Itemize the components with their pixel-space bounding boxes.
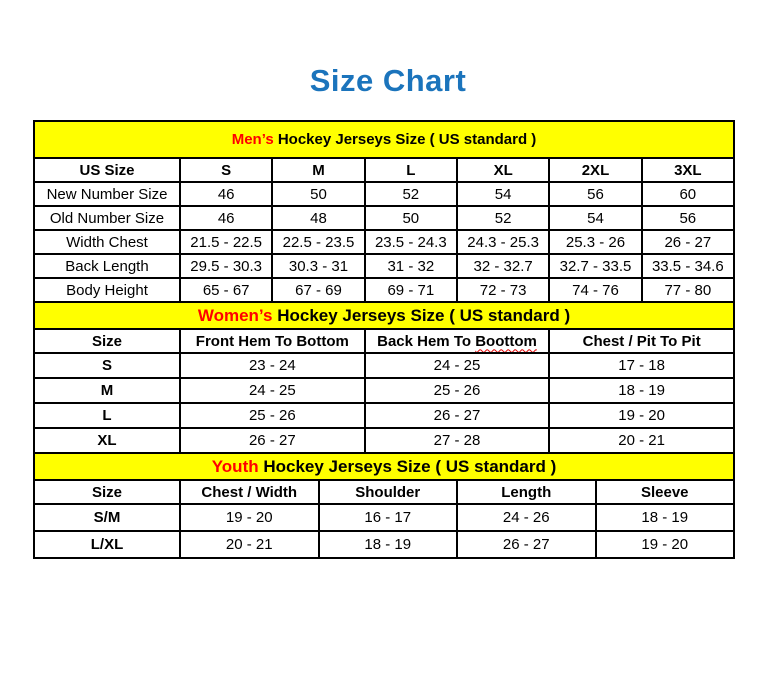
row-label: Old Number Size xyxy=(34,206,180,230)
table-cell: 74 - 76 xyxy=(549,278,641,302)
row-label: L xyxy=(34,403,180,428)
table-row-body-height xyxy=(34,278,734,302)
column-header-xl: XL xyxy=(457,158,549,182)
table-cell: 32.7 - 33.5 xyxy=(549,254,641,278)
table-cell: 25 - 26 xyxy=(180,403,365,428)
youth-title-rest: Hockey Jerseys Size ( US standard ) xyxy=(258,456,557,476)
table-cell: 31 - 32 xyxy=(365,254,457,278)
womens-column-header-row xyxy=(34,329,734,353)
table-row-women-l xyxy=(34,403,734,428)
table-cell: 19 - 20 xyxy=(180,504,319,531)
table-cell: 24.3 - 25.3 xyxy=(457,230,549,254)
table-cell: 69 - 71 xyxy=(365,278,457,302)
table-row-width-chest xyxy=(34,230,734,254)
womens-section-title xyxy=(34,302,734,329)
table-cell: 77 - 80 xyxy=(642,278,734,302)
column-header-shoulder: Shoulder xyxy=(319,480,458,504)
table-cell: 48 xyxy=(272,206,364,230)
table-cell: 30.3 - 31 xyxy=(272,254,364,278)
table-cell: 67 - 69 xyxy=(272,278,364,302)
row-label: New Number Size xyxy=(34,182,180,206)
table-row-youth-sm xyxy=(34,504,734,531)
row-label: S xyxy=(34,353,180,378)
table-cell: 17 - 18 xyxy=(549,353,734,378)
back-hem-label-misspelled: Boottom xyxy=(475,332,537,350)
table-cell: 16 - 17 xyxy=(319,504,458,531)
column-header-l: L xyxy=(365,158,457,182)
mens-band-row xyxy=(34,121,734,158)
table-cell: 19 - 20 xyxy=(549,403,734,428)
mens-size-table xyxy=(33,120,735,303)
womens-size-table xyxy=(33,301,735,454)
table-row-women-m xyxy=(34,378,734,403)
table-cell: 18 - 19 xyxy=(596,504,735,531)
column-header-s: S xyxy=(180,158,272,182)
mens-column-header-row xyxy=(34,158,734,182)
youth-size-table xyxy=(33,452,735,559)
table-cell: 72 - 73 xyxy=(457,278,549,302)
table-cell: 24 - 25 xyxy=(180,378,365,403)
table-cell: 27 - 28 xyxy=(365,428,550,453)
youth-title-highlight: Youth xyxy=(211,456,259,476)
table-cell: 54 xyxy=(549,206,641,230)
table-cell: 56 xyxy=(642,206,734,230)
table-cell: 26 - 27 xyxy=(180,428,365,453)
column-header-back-hem xyxy=(365,329,550,353)
table-cell: 23.5 - 24.3 xyxy=(365,230,457,254)
size-chart xyxy=(33,120,735,559)
table-cell: 21.5 - 22.5 xyxy=(180,230,272,254)
mens-title-rest: Hockey Jerseys Size ( US standard ) xyxy=(273,131,537,148)
column-header-m: M xyxy=(272,158,364,182)
row-label: M xyxy=(34,378,180,403)
table-cell: 60 xyxy=(642,182,734,206)
table-cell: 29.5 - 30.3 xyxy=(180,254,272,278)
table-cell: 26 - 27 xyxy=(457,531,596,558)
table-cell: 24 - 25 xyxy=(365,353,550,378)
back-hem-label-prefix: Back Hem To xyxy=(377,332,476,350)
table-cell: 24 - 26 xyxy=(457,504,596,531)
table-cell: 52 xyxy=(365,182,457,206)
table-row-back-length xyxy=(34,254,734,278)
table-row-old-number-size xyxy=(34,206,734,230)
column-header-chest-pit: Chest / Pit To Pit xyxy=(549,329,734,353)
row-label: Back Length xyxy=(34,254,180,278)
row-label: Body Height xyxy=(34,278,180,302)
mens-section-title xyxy=(34,121,734,158)
row-label: L/XL xyxy=(34,531,180,558)
table-cell: 50 xyxy=(272,182,364,206)
table-cell: 26 - 27 xyxy=(365,403,550,428)
table-cell: 65 - 67 xyxy=(180,278,272,302)
column-header-length: Length xyxy=(457,480,596,504)
table-cell: 52 xyxy=(457,206,549,230)
table-row-youth-lxl xyxy=(34,531,734,558)
table-row-women-xl xyxy=(34,428,734,453)
table-cell: 50 xyxy=(365,206,457,230)
table-cell: 25 - 26 xyxy=(365,378,550,403)
youth-section-title xyxy=(34,453,734,480)
table-cell: 26 - 27 xyxy=(642,230,734,254)
column-header-sleeve: Sleeve xyxy=(596,480,735,504)
womens-title-rest: Hockey Jerseys Size ( US standard ) xyxy=(272,305,571,325)
column-header-size: Size xyxy=(34,329,180,353)
row-label: Width Chest xyxy=(34,230,180,254)
womens-band-row xyxy=(34,302,734,329)
table-row-new-number-size xyxy=(34,182,734,206)
page-title: Size Chart xyxy=(309,63,467,98)
table-cell: 19 - 20 xyxy=(596,531,735,558)
table-cell: 20 - 21 xyxy=(180,531,319,558)
mens-title-highlight: Men’s xyxy=(231,131,274,148)
column-header-size: Size xyxy=(34,480,180,504)
column-header-us-size: US Size xyxy=(34,158,180,182)
womens-title-highlight: Women’s xyxy=(197,305,273,325)
table-cell: 23 - 24 xyxy=(180,353,365,378)
column-header-front-hem: Front Hem To Bottom xyxy=(180,329,365,353)
table-cell: 32 - 32.7 xyxy=(457,254,549,278)
column-header-chest-width: Chest / Width xyxy=(180,480,319,504)
table-cell: 46 xyxy=(180,206,272,230)
youth-column-header-row xyxy=(34,480,734,504)
table-cell: 25.3 - 26 xyxy=(549,230,641,254)
table-cell: 18 - 19 xyxy=(549,378,734,403)
table-cell: 54 xyxy=(457,182,549,206)
column-header-2xl: 2XL xyxy=(549,158,641,182)
row-label: S/M xyxy=(34,504,180,531)
youth-band-row xyxy=(34,453,734,480)
table-cell: 18 - 19 xyxy=(319,531,458,558)
table-cell: 33.5 - 34.6 xyxy=(642,254,734,278)
table-cell: 20 - 21 xyxy=(549,428,734,453)
column-header-3xl: 3XL xyxy=(642,158,734,182)
table-cell: 22.5 - 23.5 xyxy=(272,230,364,254)
table-row-women-s xyxy=(34,353,734,378)
table-cell: 56 xyxy=(549,182,641,206)
row-label: XL xyxy=(34,428,180,453)
table-cell: 46 xyxy=(180,182,272,206)
